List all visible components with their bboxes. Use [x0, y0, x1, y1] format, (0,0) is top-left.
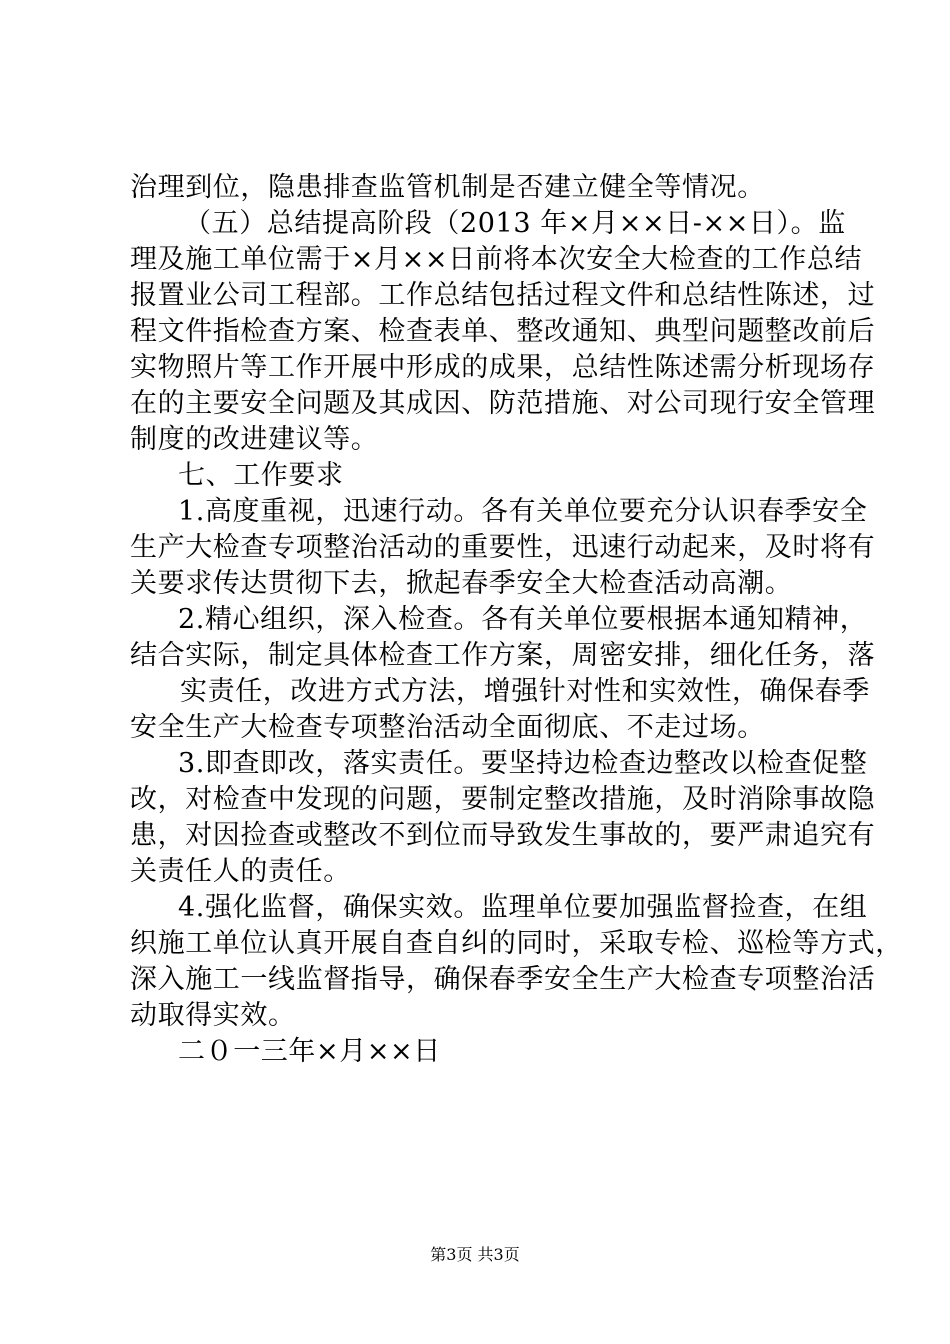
text-line-8: 制度的改进建议等。 [130, 424, 379, 455]
text-line-23: 深入施工一线监督指导，确保春季安全生产大检查专项整治活 [130, 964, 876, 995]
text-line-7: 在的主要安全问题及其成因、防范措施、对公司现行安全管理 [130, 388, 876, 419]
text-line-18: 改，对检查中发现的问题，要制定整改措施，及时消除事故隐 [130, 784, 876, 815]
text-line-1: 治理到位，隐患排查监管机制是否建立健全等情况。 [130, 172, 765, 203]
text-line-17: 3.即查即改，落实责任。要坚持边检查边整改以检查促整 [178, 748, 868, 779]
text-line-21: 4.强化监督，确保实效。监理单位要加强监督捡查，在组 [178, 892, 868, 923]
text-line-14: 结合实际，制定具体检查工作方案，周密安排，细化任务，落 [130, 640, 876, 671]
text-line-20: 关责任人的责任。 [130, 856, 351, 887]
text-line-15: 实责任，改进方式方法，增强针对性和实效性，确保春季 [180, 676, 870, 707]
page-number-footer: 第3页 共3页 [430, 1245, 520, 1264]
text-line-19: 患，对因捡查或整改不到位而导致发生事故的，要严肃追究有 [130, 820, 876, 851]
text-line-3: 理及施工单位需于×月××日前将本次安全大检查的工作总结 [130, 244, 863, 275]
text-line-2: （五）总结提高阶段（2013 年×月××日-××日）。监 [184, 208, 846, 239]
text-line-10: 1.高度重视，迅速行动。各有关单位要充分认识春季安全 [178, 496, 868, 527]
text-line-6: 实物照片等工作开展中形成的成果，总结性陈述需分析现场存 [130, 352, 876, 383]
text-line-13: 2.精心组织，深入检查。各有关单位要根据本通知精神， [178, 604, 868, 635]
text-line-5: 程文件指检查方案、检查表单、整改通知、典型问题整改前后 [130, 316, 876, 347]
text-line-24: 动取得实效。 [130, 1000, 296, 1031]
document-date: 二０一三年×月××日 [178, 1036, 441, 1067]
text-line-11: 生产大检查专项整治活动的重要性，迅速行动起来，及时将有 [130, 532, 876, 563]
section-heading: 七、工作要求 [178, 460, 344, 491]
text-line-16: 安全生产大检查专项整治活动全面彻底、不走过场。 [130, 712, 765, 743]
text-line-12: 关要求传达贯彻下去，掀起春季安全大检查活动高潮。 [130, 568, 793, 599]
text-line-22: 织施工单位认真开展自查自纠的同时，采取专检、巡检等方式， [130, 928, 903, 959]
text-line-4: 报置业公司工程部。工作总结包括过程文件和总结性陈述，过 [130, 280, 876, 311]
